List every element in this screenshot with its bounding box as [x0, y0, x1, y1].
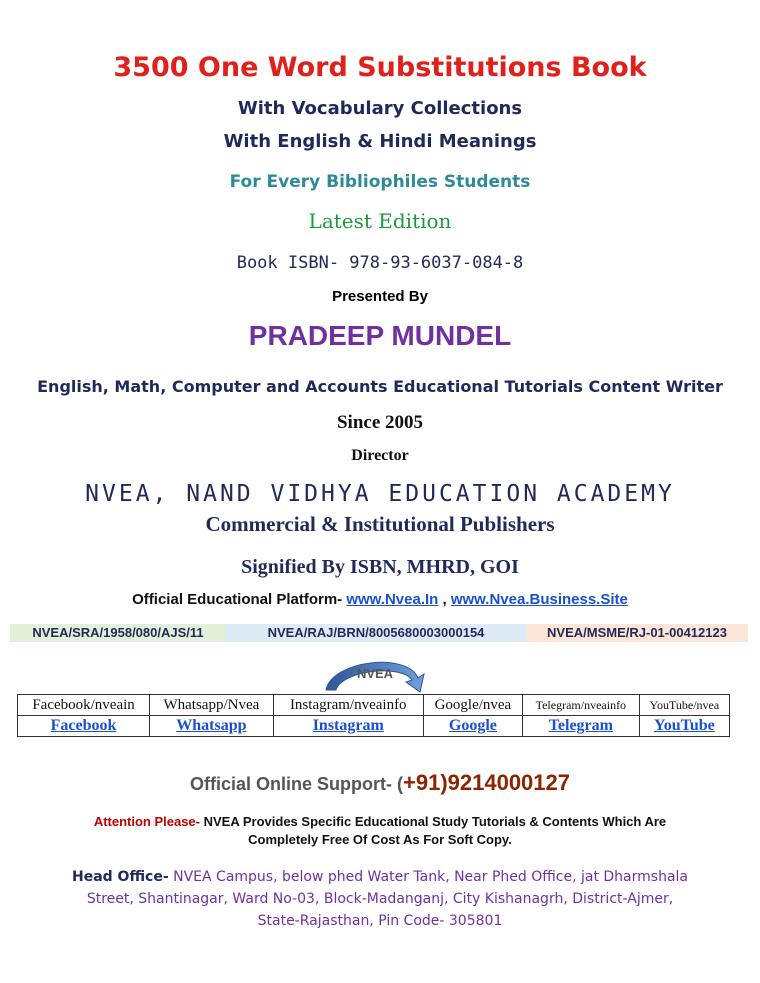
cell-facebook [18, 716, 150, 737]
handle-google: Google/nvea [423, 695, 522, 716]
cell-whatsapp [150, 716, 274, 737]
presented-by-label: Presented By [332, 288, 428, 305]
facebook-link[interactable]: Facebook [50, 717, 117, 734]
handle-youtube: YouTube/nvea [639, 695, 729, 716]
whatsapp-link[interactable]: Whatsapp [176, 717, 247, 734]
social-links-row [18, 716, 730, 737]
signified-label: Signified By ISBN, MHRD, GOI [241, 556, 519, 578]
edition-label: Latest Edition [308, 209, 452, 233]
address-line-1: NVEA Campus, below phed Water Tank, Near Phed Office, jat Dharmshala [173, 869, 688, 885]
support-label: Official Online Support- ( [190, 774, 403, 794]
registration-msme: NVEA/MSME/RJ-01-00412123 [526, 624, 748, 642]
instagram-link[interactable]: Instagram [312, 717, 384, 734]
address-line-3: State-Rajasthan, Pin Code- 305801 [257, 913, 503, 929]
author-name: PRADEEP MUNDEL [248, 320, 512, 351]
registration-sra: NVEA/SRA/1958/080/AJS/11 [10, 624, 226, 642]
head-office-label: Head Office- [71, 869, 169, 885]
subtitle-meanings: With English & Hindi Meanings [223, 131, 537, 152]
support-phone: +91)9214000127 [403, 770, 570, 795]
subtitle-vocabulary: With Vocabulary Collections [237, 98, 523, 119]
handle-whatsapp: Whatsapp/Nvea [150, 695, 274, 716]
cell-youtube [639, 716, 729, 737]
social-handles-row [18, 695, 730, 716]
cell-google [423, 716, 522, 737]
cell-instagram [273, 716, 423, 737]
attention-label: Attention Please- [93, 814, 200, 829]
nvea-arrow-icon [320, 652, 430, 694]
social-links-table [17, 694, 730, 737]
attention-line-1: NVEA Provides Specific Educational Study Tutorials & Contents Which Are [203, 814, 667, 829]
youtube-link[interactable]: YouTube [653, 717, 715, 734]
address-line-2: Street, Shantinagar, Ward No-03, Block-Madanganj, City Kishanagrh, District-Ajmer, [86, 891, 674, 907]
telegram-link[interactable]: Telegram [548, 717, 613, 734]
book-title: 3500 One Word Substitutions Book [113, 52, 647, 83]
head-office-address [0, 866, 760, 932]
handle-instagram: Instagram/nveainfo [273, 695, 423, 716]
subtitle-audience: For Every Bibliophiles Students [229, 172, 531, 192]
registration-brn: NVEA/RAJ/BRN/8005680003000154 [226, 624, 526, 642]
registration-bar [10, 624, 748, 642]
platform-link-nvea-in[interactable]: www.Nvea.In [346, 591, 439, 608]
platform-label: Official Educational Platform- [132, 591, 343, 608]
arrow-label: NVEA [356, 666, 394, 681]
academy-name: NVEA, NAND VIDHYA EDUCATION ACADEMY [85, 481, 675, 507]
isbn-label: Book ISBN- 978-93-6037-084-8 [236, 253, 524, 273]
publishers-label: Commercial & Institutional Publishers [205, 512, 555, 536]
since-year: Since 2005 [336, 412, 424, 433]
author-role: English, Math, Computer and Accounts Educational Tutorials Content Writer [37, 377, 723, 396]
handle-facebook: Facebook/nveain [18, 695, 150, 716]
attention-line-2: Completely Free Of Cost As For Soft Copy. [248, 832, 512, 847]
cell-telegram [522, 716, 639, 737]
platform-separator: , [442, 591, 447, 608]
official-platform [0, 591, 760, 608]
online-support [0, 770, 760, 796]
platform-link-business-site[interactable]: www.Nvea.Business.Site [450, 591, 628, 608]
attention-note [0, 813, 760, 849]
director-label: Director [351, 447, 409, 464]
handle-telegram: Telegram/nveainfo [522, 695, 639, 716]
google-link[interactable]: Google [448, 717, 497, 734]
